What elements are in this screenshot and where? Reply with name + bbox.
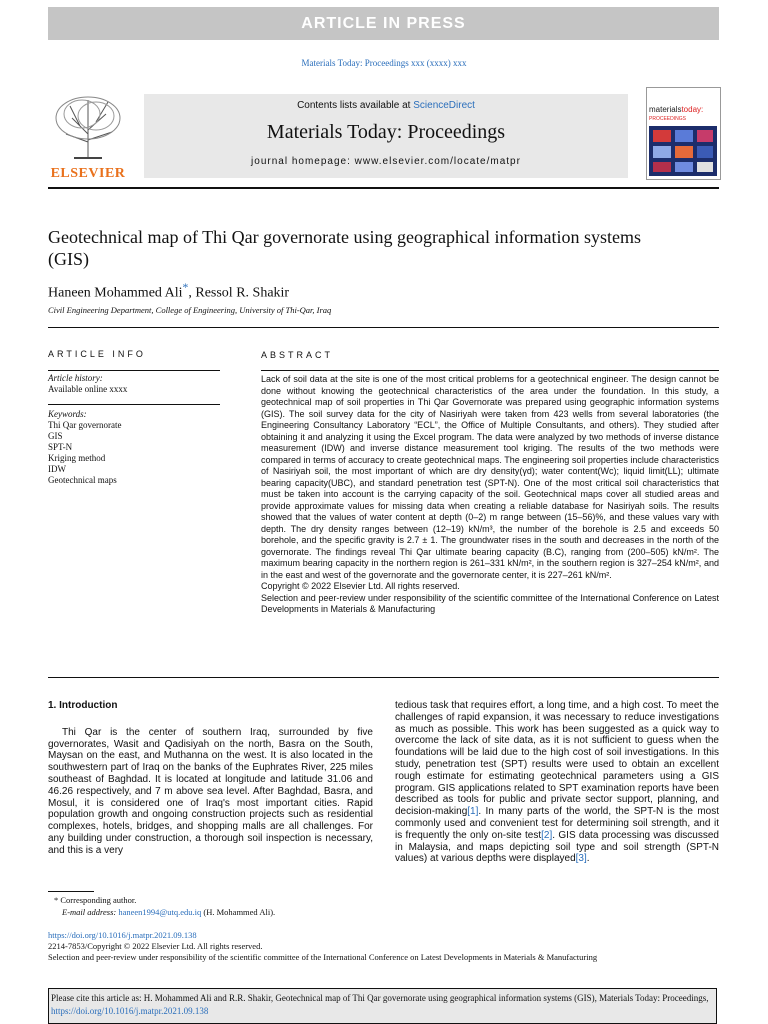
corresponding-note: * Corresponding author. — [54, 895, 137, 905]
contents-line — [144, 100, 628, 111]
abstract-copyright: Copyright © 2022 Elsevier Ltd. All rights reserved. — [261, 581, 460, 591]
citation-link[interactable]: [1] — [467, 806, 479, 818]
intro-paragraph: Thi Qar is the center of southern Iraq, surrounded by five governorates, Wasit and Qadisiyah on the north, Basra on the South, Maysan on the east, and Muthanna on the west. It is also located in the southwestern part of Iraq on the banks of the Euphrates River, 225 miles southeast of Baghdad. It is located at longitude and latitude 31.06 and 46.26 respectively, and 7 m above sea level. After Baghdad, Basra, and Mosul, it is considered one of Iraq's most important cities. Rapid population growth and ongoing construction projects such as residential complexes, hotels, bridges, and shopping malls are all challenges. For any building under construction, a thorough soil inspection is necessary, and this is a very — [48, 726, 373, 856]
keyword-item: SPT-N — [48, 442, 73, 452]
sciencedirect-link[interactable]: ScienceDirect — [413, 100, 475, 111]
abstract-divider — [261, 370, 719, 371]
cover-title — [649, 106, 703, 114]
journal-cover-image[interactable] — [646, 87, 721, 180]
article-title: Geotechnical map of Thi Qar governorate using geographical information systems (GIS) — [48, 227, 641, 269]
footer-peer-review: Selection and peer-review under responsibility of the scientific committee of the International Conference on Latest Developments in Materials & Manufacturing — [48, 952, 598, 962]
article-in-press-banner: ARTICLE IN PRESS — [48, 7, 719, 40]
journal-header — [48, 87, 719, 185]
cover-title-b: today: — [681, 105, 704, 114]
abstract-heading: ABSTRACT — [261, 350, 334, 360]
keyword-item: Geotechnical maps — [48, 475, 117, 485]
author-name[interactable]: Ressol R. Shakir — [195, 285, 290, 301]
citation-link[interactable]: [2] — [541, 829, 553, 841]
email-link[interactable]: haneen1994@utq.edu.iq — [118, 907, 202, 917]
citation-text: Please cite this article as: H. Mohammed Ali and R.R. Shakir, Geotechnical map of Thi Qar governorate using geographical information systems (GIS), Materials Today: Proceedings, — [51, 993, 709, 1003]
email-line — [48, 906, 388, 918]
citation-box — [48, 988, 717, 1024]
journal-homepage[interactable]: journal homepage: www.elsevier.com/locate/matpr — [251, 156, 521, 167]
elsevier-tree-icon — [52, 94, 124, 160]
journal-info-box — [144, 94, 628, 178]
section-heading: 1. Introduction — [48, 700, 118, 711]
keyword-item: Kriging method — [48, 453, 106, 463]
cover-artwork-icon — [649, 126, 717, 176]
keywords-block — [48, 409, 220, 486]
author-list — [48, 281, 289, 302]
intro-column-left — [48, 700, 373, 857]
cover-subtitle: PROCEEDINGS — [649, 116, 686, 122]
keywords-label: Keywords: — [48, 409, 87, 419]
affiliation: Civil Engineering Department, College of Engineering, University of Thi-Qar, Iraq — [48, 305, 332, 315]
intro-text: . In many parts of the world, the SPT-N is the most commonly used and convenient test for determining soil strength, and it is frequently the only on-site test — [395, 806, 719, 841]
abstract-end-divider — [48, 677, 719, 678]
contents-prefix: Contents lists available at — [297, 100, 414, 111]
intro-text: tedious task that requires effort, a long time, and a high cost. To meet the challenges of rapid expansion, it was necessary to reduce investigations as much as possible. This work has been suggested as a quick way to overcome the lack of site data, as it is not sufficient to guess when the foundations will be laid due to the high cost of soil investigations. In this study, penetration test (SPT) results were used to obtain an excellent rough estimate for estimating geotechnical parameters using a GIS program. GIS applications related to SPT examination reports have been described as tools for public and private sector support, planning, and decision-making — [395, 700, 719, 818]
keyword-item: Thi Qar governorate — [48, 420, 122, 430]
article-history — [48, 373, 220, 395]
footnote-rule — [48, 891, 94, 892]
intro-paragraph — [395, 700, 719, 865]
abstract-body — [261, 374, 719, 616]
abstract-text: Lack of soil data at the site is one of the most critical problems for a geotechnical engineer. The design cannot be done without knowing the geotechnical characteristics of the area under the foundation. In this study, a geotechnical map of soil properties in Thi Qar Governorate was prepared using geographic information systems (GIS). The soil survey data for the city of Nasiriyah were taken from 423 wells from several laboratories (the Engineering Consultancy Laboratory “ECL”, the Office of Multiple Consultants, and others). They studied after obtaining it and analyzing it using the Excel program. The data were analyzed by two methods of inverse distance measurement (IDW) and inverse distance measurement tool kriging. The results of the two methods were compared in terms of accuracy to create geotechnical maps. The engineering soil properties include characteristics of Nasiriyah soil, the most important of which are dry density(γd); water content(Wc); liquid limit(LL); ultimate bearing capacity(UBC), and standard penetration test (SPT-N). One of the most critical soil characteristics that must be taken into account is the carrying capacity of the soil. Geotechnical maps cover all studied areas and provide approximate values for missing data when creating a reliable database for Nasiriyah soils. The results showed that the values of water content at depth (0–2) m range between (15–56)%, and these values vary with depth. The dry density ranges between (12–19) kN/m³, the number of the borehole is 2.5 and exceeds 50 borehole, and the specific gravity is 2.7 ± 1. The groundwater rises in the south and decreases in the north of the governorate. The findings reveal Thi Qar ultimate bearing capacity (B.C), ranging from (200–505) kN/m². The maximum bearing capacity in the northern region is 261–331 kN/m², in the southern region is 327–254 kN/m², and in the east and west of the governorate and the governorate center, it is 227–261 kN/m². — [261, 374, 719, 580]
title-divider — [48, 327, 719, 328]
header-divider — [48, 187, 719, 189]
author-separator: , — [188, 285, 196, 301]
journal-reference-link[interactable]: Materials Today: Proceedings xxx (xxxx) xxx — [301, 58, 467, 68]
abstract-peer-review: Selection and peer-review under responsibility of the scientific committee of the International Conference on Latest Developments in Materials & Manufacturing — [261, 592, 719, 614]
footnote — [48, 894, 388, 918]
citation-doi-link[interactable]: https://doi.org/10.1016/j.matpr.2021.09.138 — [51, 1006, 209, 1016]
citation-link[interactable]: [3] — [575, 853, 587, 865]
author-name[interactable]: Haneen Mohammed Ali — [48, 285, 183, 301]
info-divider — [48, 404, 220, 405]
elsevier-wordmark: ELSEVIER — [50, 166, 126, 181]
issn-copyright: 2214-7853/Copyright © 2022 Elsevier Ltd. All rights reserved. — [48, 941, 263, 951]
info-divider — [48, 370, 220, 371]
history-label: Article history: — [48, 373, 103, 383]
article-info-heading: ARTICLE INFO — [48, 349, 146, 359]
keyword-item: GIS — [48, 431, 63, 441]
doi-link[interactable]: https://doi.org/10.1016/j.matpr.2021.09.138 — [48, 930, 197, 940]
intro-text: . — [586, 853, 590, 865]
page-footer — [48, 930, 728, 963]
journal-title: Materials Today: Proceedings — [266, 121, 506, 143]
intro-text: . GIS data processing was discussed in Malaysia, and maps depicting soil type and soil strength (SPT-N values) at various depths were displayed — [395, 829, 719, 865]
keyword-item: IDW — [48, 464, 66, 474]
email-suffix: (H. Mohammed Ali). — [201, 907, 276, 917]
history-value: Available online xxxx — [48, 384, 128, 394]
email-label: E-mail address: — [62, 907, 119, 917]
cover-title-a: materials — [649, 105, 682, 114]
intro-column-right — [395, 700, 719, 865]
elsevier-logo[interactable] — [48, 94, 128, 182]
corresponding-author-mark[interactable]: * — [182, 281, 189, 294]
